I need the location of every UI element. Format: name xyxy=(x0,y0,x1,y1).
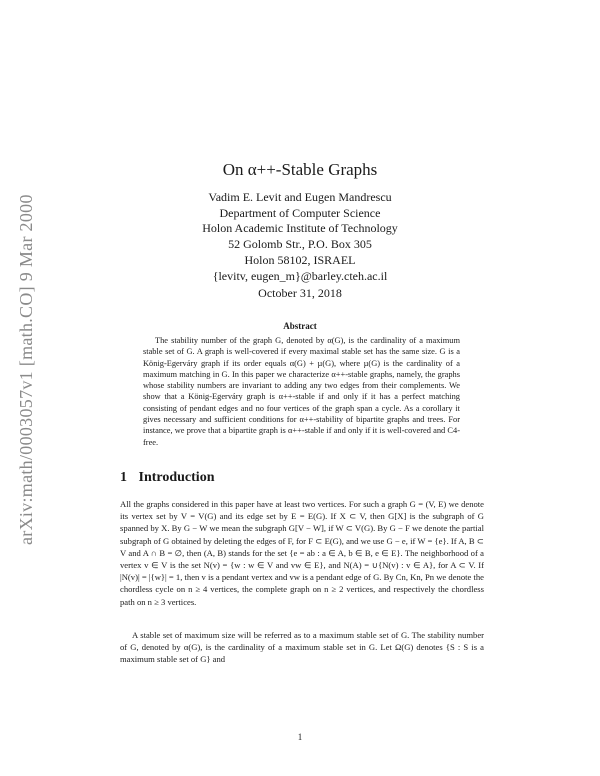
abstract-heading: Abstract xyxy=(283,321,317,331)
body-paragraph-1: All the graphs considered in this paper have at least two vertices. For such a graph G = (V, E) we denote its vertex set by V = V(G) and its edge set by E = E(G). If X ⊂ V, then G[X] is the subgraph of G spanned by X. By G − W we mean the subgraph G[V − W], if W ⊂ V(G). By G − F we denote the partial subgraph of G obtained by deleting the edges of F, for F ⊂ E(G), and we use G − e, if W = {e}. If A, B ⊂ V and A ∩ B = ∅, then (A, B) stands for the set {e = ab : a ∈ A, b ∈ B, e ∈ E}. The neighborhood of a vertex v ∈ V is the set N(v) = {w : w ∈ V and vw ∈ E}, and N(A) = ∪{N(v) : v ∈ A}, for A ⊂ V. If |N(v)| = |{w}| = 1, then v is a pendant vertex and vw is a pendant edge of G. By Cn, Kn, Pn we denote the chordless cycle on n ≥ 4 vertices, the complete graph on n ≥ 2 vertices, and respectively the chordless path on n ≥ 3 vertices. xyxy=(120,499,484,607)
author-block xyxy=(0,190,600,284)
arxiv-identifier-stamp: arXiv:math/0003057v1 [math.CO] 9 Mar 2000 xyxy=(16,194,36,545)
body-paragraph-2: A stable set of maximum size will be referred as to a maximum stable set of G. The stability number of G, denoted by α(G), is the cardinality of a maximum stable set in G. Let Ω(G) denotes {S : S is a maximum stable set of G} and xyxy=(120,630,484,665)
affiliation-city: Holon 58102, ISRAEL xyxy=(244,252,356,267)
section-title: Introduction xyxy=(138,470,215,485)
abstract-text: The stability number of the graph G, denoted by α(G), is the cardinality of a maximum stable set of G. A graph is well-covered if every maximal stable set has the same size. G is a König-Egerváry graph if its order equals α(G) + µ(G), where µ(G) is the cardinality of a maximum matching in G. In this paper we characterize α++-stable graphs, namely, the graphs whose stability numbers are invariant to adding any two edges from their complements. We show that a König-Egerváry graph is α++-stable if and only if it has a perfect matching consisting of pendant edges and no four vertices of the graph span a cycle. As a corollary it gives necessary and sufficient conditions for α++-stability of bipartite graphs and trees. For instance, we prove that a bipartite graph is α++-stable if and only if it is well-covered and C4-free. xyxy=(143,336,460,447)
paper-date: October 31, 2018 xyxy=(258,286,342,300)
section-number: 1 xyxy=(120,470,127,485)
page-number: 1 xyxy=(297,732,303,742)
affiliation-department: Department of Computer Science xyxy=(219,205,381,220)
author-emails: {levitv, eugen_m}@barley.cteh.ac.il xyxy=(212,268,388,283)
affiliation-street: 52 Golomb Str., P.O. Box 305 xyxy=(228,237,372,252)
section-heading xyxy=(120,470,214,486)
affiliation-institute: Holon Academic Institute of Technology xyxy=(202,221,398,236)
paper-title: On α++-Stable Graphs xyxy=(222,160,378,179)
authors: Vadim E. Levit and Eugen Mandrescu xyxy=(208,190,392,204)
